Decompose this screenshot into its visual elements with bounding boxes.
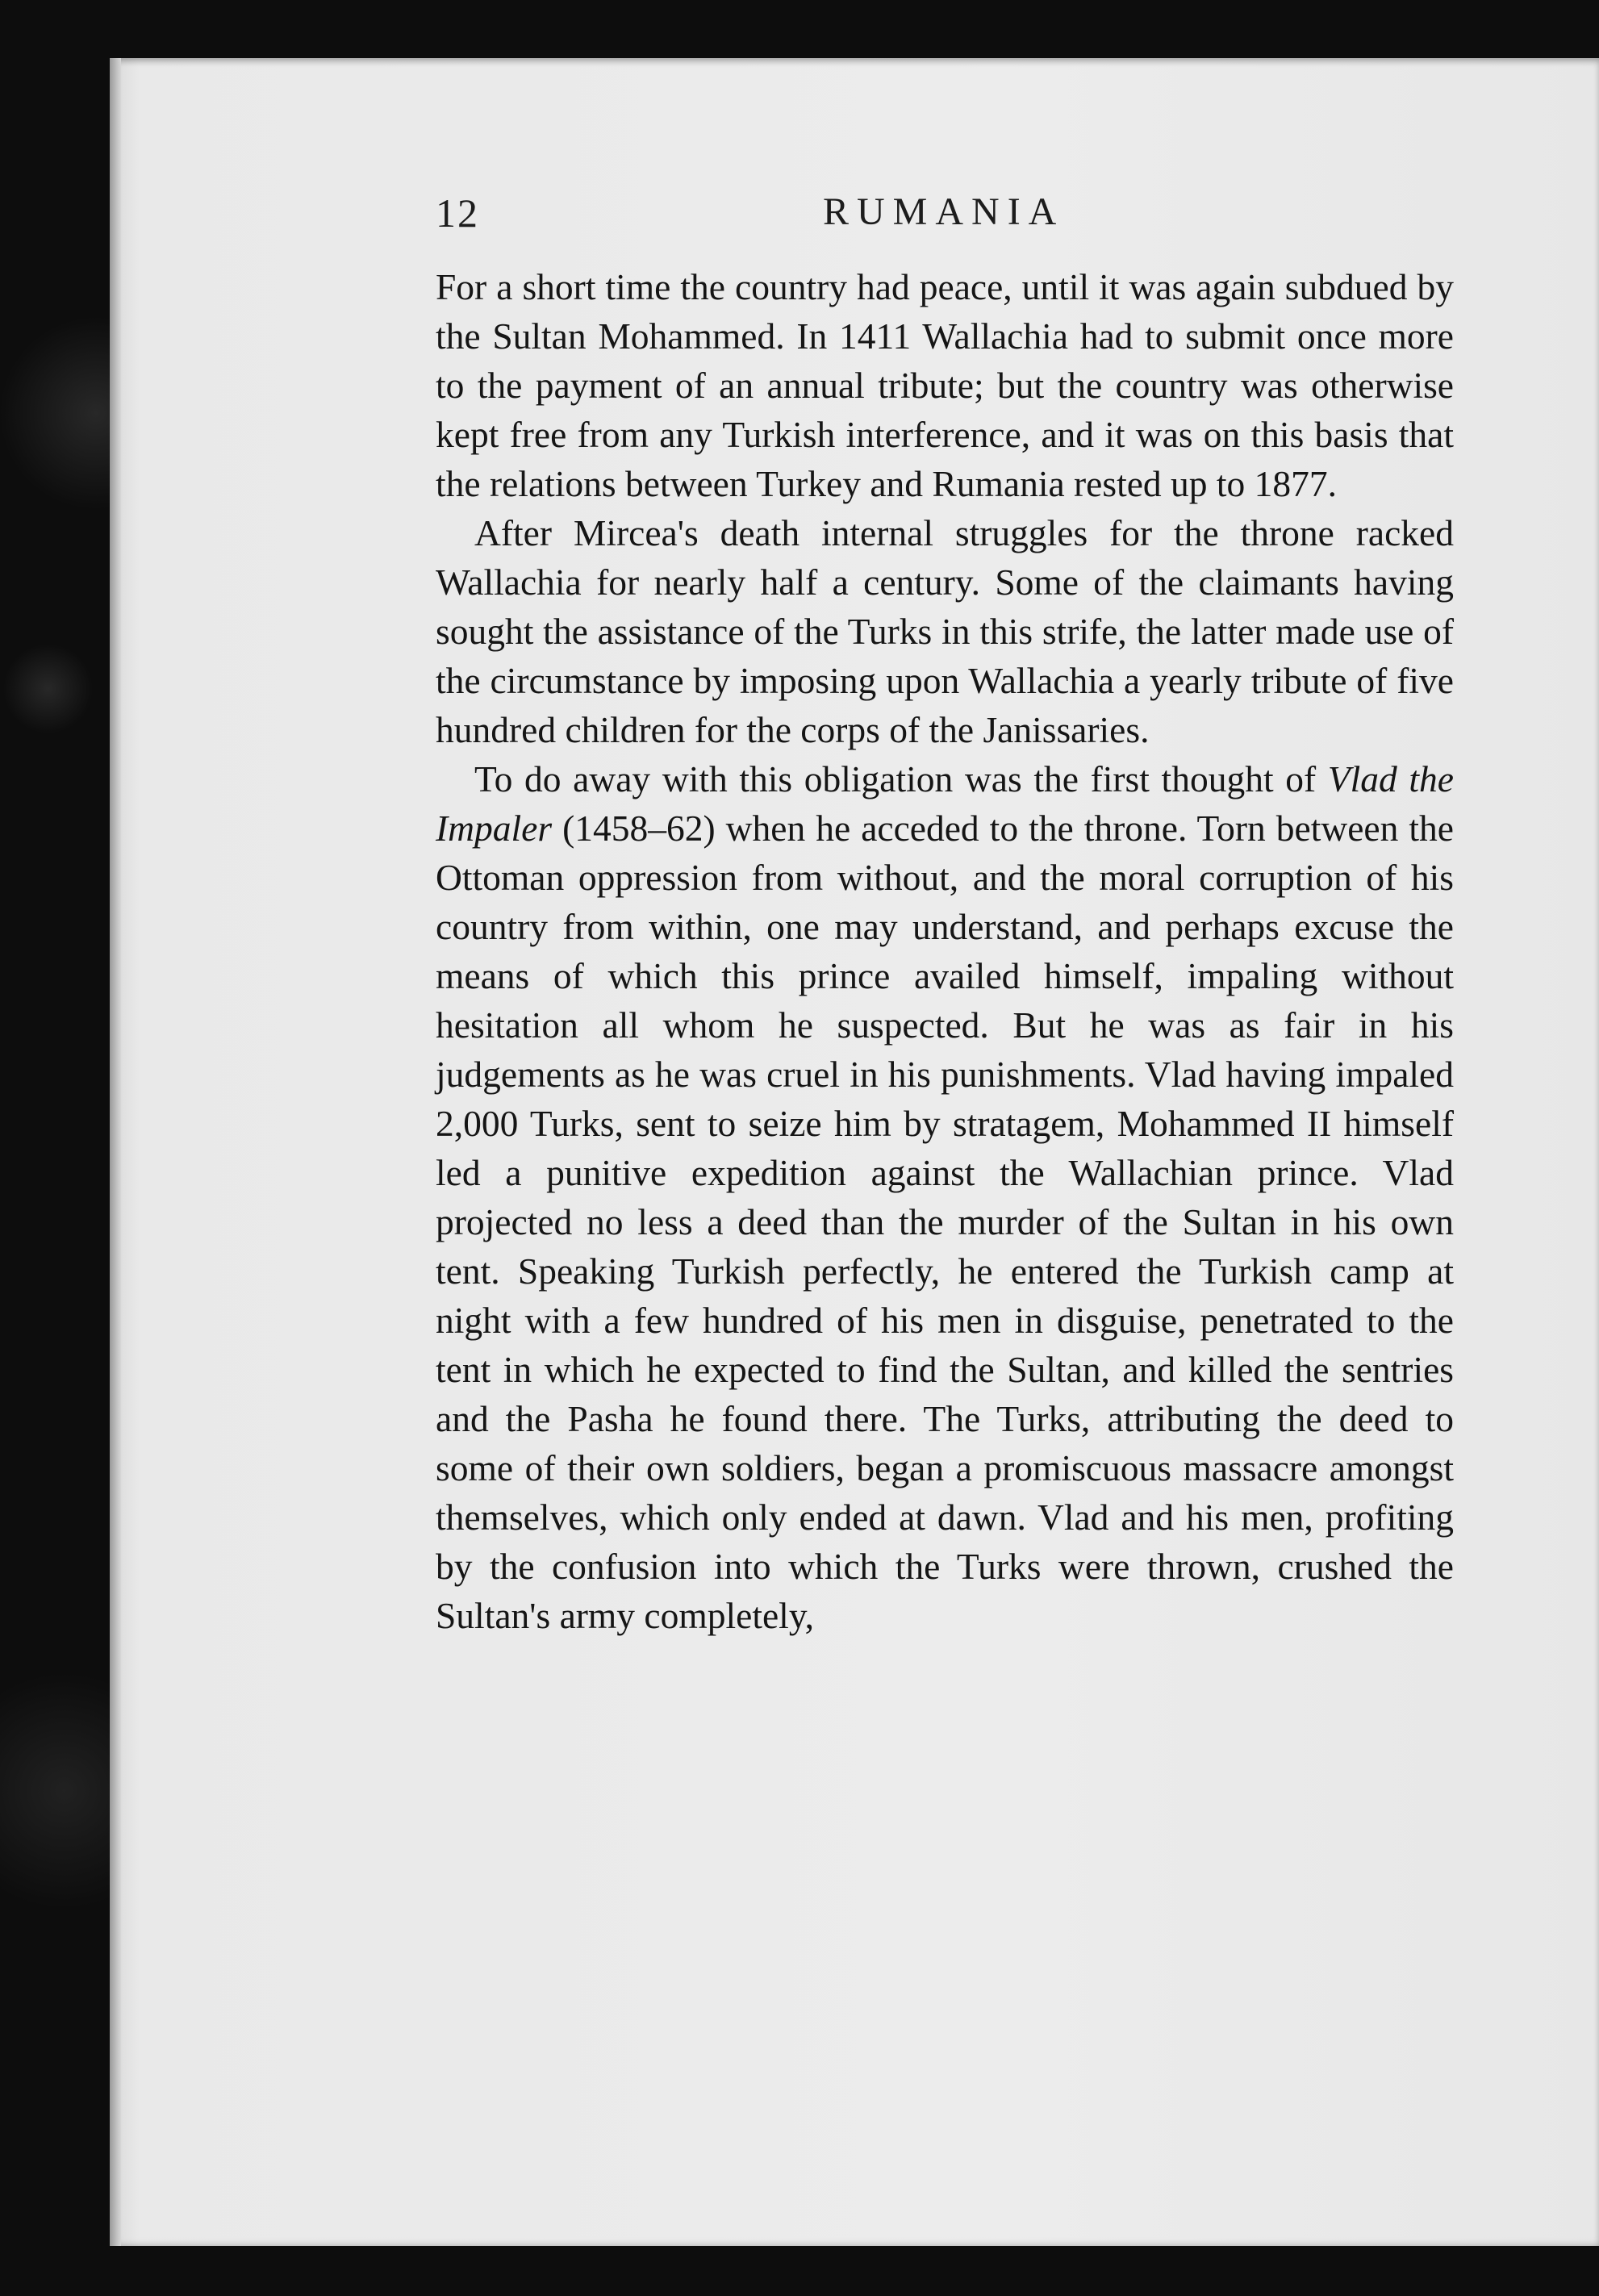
page-number: 12 bbox=[436, 190, 479, 236]
paragraph-3 bbox=[436, 754, 1454, 1640]
body-text bbox=[436, 262, 1454, 1640]
paragraph-3-intro: To do away with this obligation was the first thought of bbox=[474, 758, 1328, 799]
page-binding-edge bbox=[110, 58, 121, 2246]
paragraph-1: For a short time the country had peace, until it was again subdued by the Sultan Mohammed. In 1411 Wallachia had to submit once more to the payment of an annual tribute; but the country was otherwise kept free from any Turkish interference, and it was on this basis that the relations between Turkey and Rumania rested up to 1877. bbox=[436, 266, 1454, 504]
page-header bbox=[436, 190, 1452, 246]
paragraph-3-rest: (1458–62) when he acceded to the throne. Torn between the Ottoman oppression from without, and the moral corruption of his country from within, one may understand, and perhaps excuse the means of which this prince availed himself, impaling without hesitation all whom he suspected. But he was as fair in his judgements as he was cruel in his punishments. Vlad having impaled 2,000 Turks, sent to seize him by stratagem, Mohammed II himself led a punitive expedition against the Wallachian prince. Vlad projected no less a deed than the murder of the Sultan in his own tent. Speaking Turkish perfectly, he entered the Turkish camp at night with a few hundred of his men in disguise, penetrated to the tent in which he expected to find the Sultan, and killed the sentries and the Pasha he found there. The Turks, attributing the deed to some of their own soldiers, began a promiscuous massacre amongst themselves, which only ended at dawn. Vlad and his men, profiting by the confusion into which the Turks were thrown, crushed the Sultan's army completely, bbox=[436, 808, 1454, 1636]
paragraph-2: After Mircea's death internal struggles for the throne racked Wallachia for nearly half a century. Some of the claimants having sought the assistance of the Turks in this strife, the latter made use of the circumstance by imposing upon Wallachia a yearly tribute of five hundred children for the corps of the Janissaries. bbox=[436, 512, 1454, 750]
running-head: RUMANIA bbox=[823, 190, 1065, 233]
italic-name-vlad: Vlad the Impaler bbox=[436, 758, 1454, 849]
